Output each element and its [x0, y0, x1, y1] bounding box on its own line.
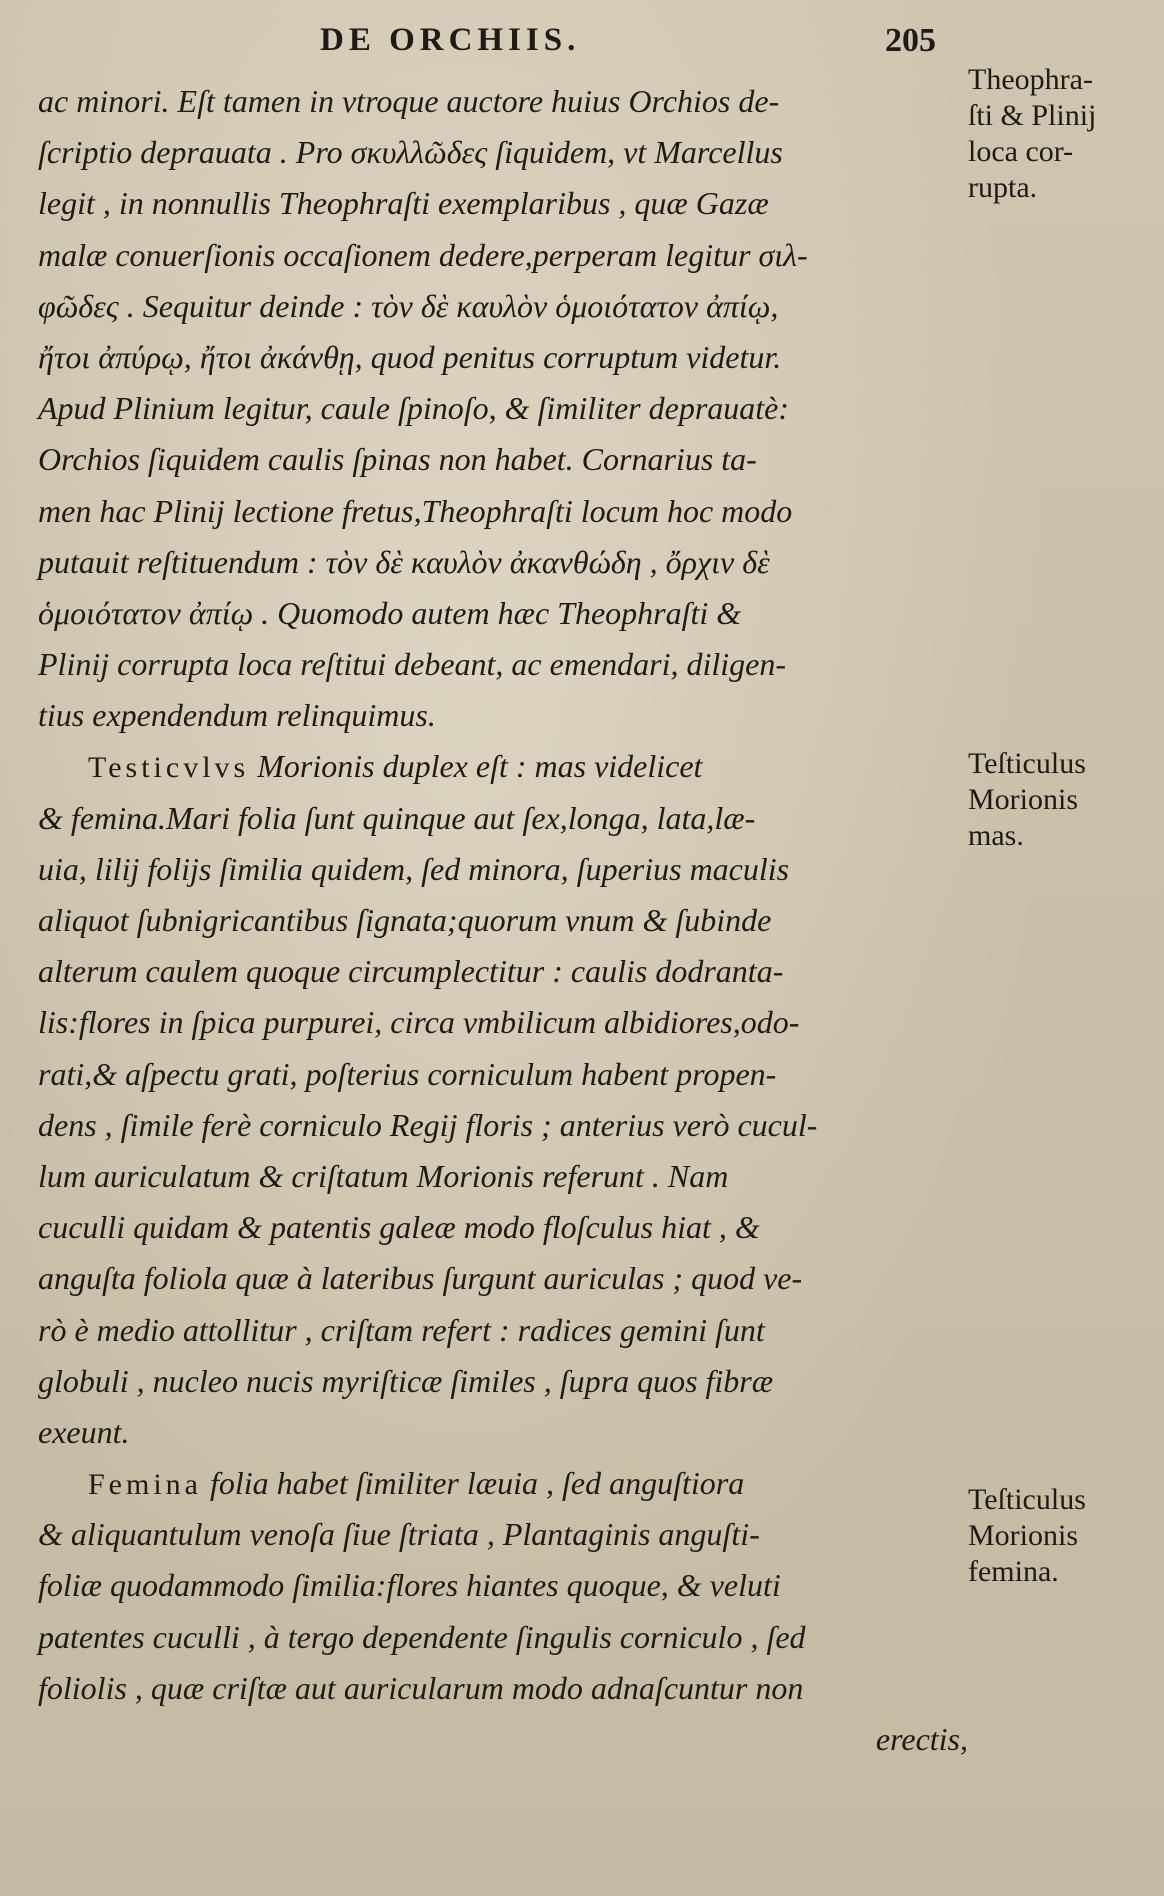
paragraph-lead: Femina	[88, 1468, 202, 1502]
text-line: erectis,	[875, 1721, 968, 1757]
margin-note-testiculus-mas	[968, 746, 1158, 854]
margin-note-line: Teſticulus	[968, 1483, 1086, 1516]
margin-note-line: ſti & Plinij	[968, 99, 1097, 132]
text-line: ſcriptio deprauata . Pro σκυλλῶδες ſiquidem, vt Marcellus	[38, 134, 783, 171]
text-line: rò è medio attollitur , criſtam refert : radices gemini ſunt	[38, 1311, 765, 1348]
text-line: foliolis , quæ criſtæ aut auricularum modo adnaſcuntur non	[38, 1669, 804, 1706]
margin-note-line: loca cor-	[968, 135, 1074, 168]
margin-note-testiculus-femina	[968, 1482, 1158, 1590]
margin-note-line: Morionis	[968, 1519, 1079, 1552]
page-header	[40, 22, 980, 62]
main-text	[38, 76, 968, 1765]
text-line: anguſta foliola quæ à lateribus ſurgunt auriculas ; quod ve-	[38, 1260, 803, 1297]
text-line: malæ conuerſionis occaſionem dedere,perperam legitur σιλ-	[38, 236, 808, 273]
paragraph-lead: Testicvlvs	[88, 751, 250, 785]
text-line: aliquot ſubnigricantibus ſignata;quorum vnum & ſubinde	[38, 902, 772, 938]
page-number: 205	[885, 22, 936, 59]
text-line: ac minori. Eſt tamen in vtroque auctore huius Orchios de-	[38, 83, 780, 119]
margin-note-corrupt-passages	[968, 62, 1158, 206]
text-line: exeunt.	[38, 1413, 130, 1450]
margin-note-line: mas.	[968, 819, 1024, 852]
margin-note-line: Morionis	[968, 783, 1079, 816]
text-line: tius expendendum relinquimus.	[38, 697, 436, 734]
text-line: uia, lilij folijs ſimilia quidem, ſed minora, ſuperius maculis	[38, 850, 790, 887]
text-line: cuculli quidam & patentis galeæ modo floſculus hiat , &	[38, 1209, 760, 1246]
text-line: foliæ quodammodo ſimilia:flores hiantes quoque, & veluti	[38, 1567, 781, 1604]
text-line	[38, 741, 968, 792]
margin-note-line: Theophra-	[968, 63, 1093, 96]
text-line: alterum caulem quoque circumplectitur : caulis dodranta-	[38, 953, 784, 990]
text-line: patentes cuculli , à tergo dependente ſingulis corniculo , ſed	[38, 1618, 806, 1655]
text-line: & femina.Mari folia ſunt quinque aut ſex,longa, lata,læ-	[38, 799, 756, 836]
text-line: putauit reſtituendum : τὸν δὲ καυλὸν ἀκανθώδη , ὄρχιν δὲ	[38, 543, 770, 580]
text-line: legit , in nonnullis Theophraſti exemplaribus , quæ Gazæ	[38, 185, 769, 222]
margin-note-line: rupta.	[968, 171, 1038, 204]
text-line: Orchios ſiquidem caulis ſpinas non habet. Cornarius ta-	[38, 441, 757, 478]
text-line: & aliquantulum venoſa ſiue ſtriata , Plantaginis anguſti-	[38, 1516, 760, 1553]
text-line: Plinij corrupta loca reſtitui debeant, ac emendari, diligen-	[38, 646, 787, 683]
text-line: rati,& aſpectu grati, poſterius corniculum habent propen-	[38, 1055, 777, 1092]
margin-note-line: femina.	[968, 1555, 1059, 1588]
text-line: φῶδες . Sequitur deinde : τὸν δὲ καυλὸν ὁμοιότατον ἀπίῳ,	[38, 287, 779, 324]
text-line	[38, 1458, 968, 1509]
text-line: ὁμοιότατον ἀπίῳ . Quomodo autem hæc Theophraſti &	[38, 594, 742, 631]
text-line: ἤτοι ἀπύρῳ, ἤτοι ἀκάνθῃ, quod penitus corruptum videtur.	[38, 338, 782, 375]
text-line: dens , ſimile ferè corniculo Regij floris ; anterius verò cucul-	[38, 1106, 818, 1143]
text-line: lum auriculatum & criſtatum Morionis referunt . Nam	[38, 1157, 729, 1194]
running-title: DE ORCHIIS.	[320, 22, 581, 58]
text-fragment: folia habet ſimiliter læuia , ſed anguſtiora	[210, 1465, 745, 1502]
text-line: Apud Plinium legitur, caule ſpinoſo, & ſimiliter deprauatè:	[38, 390, 790, 427]
text-fragment: Morionis duplex eſt : mas videlicet	[257, 748, 703, 785]
margin-note-line: Teſticulus	[968, 747, 1086, 780]
text-line: globuli , nucleo nucis myriſticæ ſimiles , ſupra quos fibræ	[38, 1362, 774, 1399]
text-line: lis:flores in ſpica purpurei, circa vmbilicum albidiores,odo-	[38, 1004, 800, 1041]
text-line: men hac Plinij lectione fretus,Theophraſti locum hoc modo	[38, 492, 793, 529]
